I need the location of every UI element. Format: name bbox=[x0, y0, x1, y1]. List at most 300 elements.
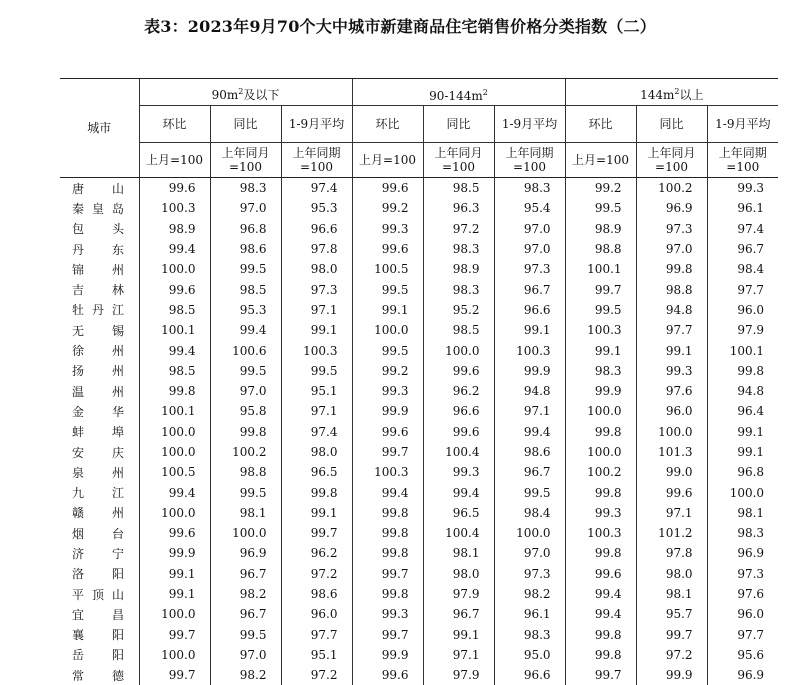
metric-header-yoy: 同比 bbox=[636, 106, 707, 143]
index-value-cell: 96.8 bbox=[707, 462, 778, 482]
index-value-cell: 99.9 bbox=[494, 361, 565, 381]
table-row bbox=[60, 625, 778, 645]
index-value-cell: 99.5 bbox=[210, 482, 281, 502]
index-value-cell: 99.1 bbox=[565, 340, 636, 360]
city-cell bbox=[60, 178, 139, 199]
index-value-cell: 99.8 bbox=[565, 645, 636, 665]
index-value-cell: 99.1 bbox=[423, 625, 494, 645]
index-value-cell: 98.0 bbox=[636, 564, 707, 584]
index-value-cell: 96.2 bbox=[423, 381, 494, 401]
metric-header-avg: 1-9月平均 bbox=[281, 106, 352, 143]
city-name: 徐州 bbox=[72, 342, 124, 359]
index-value-cell: 95.3 bbox=[210, 300, 281, 320]
index-value-cell: 99.5 bbox=[565, 198, 636, 218]
index-value-cell: 98.3 bbox=[565, 361, 636, 381]
index-value-cell: 94.8 bbox=[494, 381, 565, 401]
city-name: 丹东 bbox=[72, 241, 124, 258]
index-value-cell: 98.9 bbox=[423, 259, 494, 279]
index-value-cell: 100.0 bbox=[494, 523, 565, 543]
city-name: 牡丹江 bbox=[72, 301, 124, 318]
index-value-cell: 97.9 bbox=[423, 584, 494, 604]
table-row bbox=[60, 340, 778, 360]
index-value-cell: 99.6 bbox=[423, 361, 494, 381]
metric-header-yoy: 同比 bbox=[210, 106, 281, 143]
base-header-same-period: 上年同期=100 bbox=[707, 143, 778, 178]
index-value-cell: 96.7 bbox=[494, 279, 565, 299]
index-value-cell: 99.1 bbox=[281, 320, 352, 340]
index-value-cell: 99.1 bbox=[139, 564, 210, 584]
index-value-cell: 99.6 bbox=[352, 665, 423, 685]
index-value-cell: 99.2 bbox=[352, 198, 423, 218]
header-row-metrics bbox=[60, 106, 778, 143]
index-value-cell: 96.9 bbox=[210, 543, 281, 563]
index-value-cell: 99.1 bbox=[707, 442, 778, 462]
table-row bbox=[60, 503, 778, 523]
index-value-cell: 96.6 bbox=[281, 219, 352, 239]
index-value-cell: 98.3 bbox=[423, 279, 494, 299]
table-row bbox=[60, 219, 778, 239]
metric-header-avg: 1-9月平均 bbox=[494, 106, 565, 143]
table-row bbox=[60, 584, 778, 604]
index-value-cell: 99.5 bbox=[494, 482, 565, 502]
index-value-cell: 99.4 bbox=[423, 482, 494, 502]
index-value-cell: 96.7 bbox=[707, 239, 778, 259]
city-cell bbox=[60, 503, 139, 523]
index-value-cell: 99.6 bbox=[636, 482, 707, 502]
table-row bbox=[60, 300, 778, 320]
table-row bbox=[60, 381, 778, 401]
city-cell bbox=[60, 584, 139, 604]
index-value-cell: 97.3 bbox=[281, 279, 352, 299]
index-value-cell: 97.3 bbox=[494, 259, 565, 279]
index-value-cell: 97.6 bbox=[707, 584, 778, 604]
city-name: 无锡 bbox=[72, 322, 124, 339]
index-value-cell: 96.8 bbox=[210, 219, 281, 239]
city-cell bbox=[60, 219, 139, 239]
table-row bbox=[60, 543, 778, 563]
metric-header-mom: 环比 bbox=[565, 106, 636, 143]
city-name: 常德 bbox=[72, 667, 124, 684]
index-value-cell: 99.5 bbox=[210, 625, 281, 645]
index-value-cell: 98.1 bbox=[636, 584, 707, 604]
index-value-cell: 99.3 bbox=[352, 604, 423, 624]
index-value-cell: 97.7 bbox=[281, 625, 352, 645]
index-value-cell: 97.2 bbox=[423, 219, 494, 239]
header-row-bases bbox=[60, 143, 778, 178]
index-value-cell: 100.0 bbox=[707, 482, 778, 502]
index-value-cell: 99.9 bbox=[352, 401, 423, 421]
index-value-cell: 98.4 bbox=[494, 503, 565, 523]
city-cell bbox=[60, 259, 139, 279]
index-value-cell: 95.7 bbox=[636, 604, 707, 624]
index-value-cell: 98.2 bbox=[210, 665, 281, 685]
index-value-cell: 94.8 bbox=[636, 300, 707, 320]
index-value-cell: 97.9 bbox=[423, 665, 494, 685]
index-value-cell: 98.6 bbox=[494, 442, 565, 462]
index-value-cell: 98.3 bbox=[707, 523, 778, 543]
group-header-over-144: $144m^2$以上 bbox=[565, 79, 778, 106]
city-cell bbox=[60, 564, 139, 584]
city-name: 赣州 bbox=[72, 504, 124, 521]
index-value-cell: 96.1 bbox=[707, 198, 778, 218]
index-value-cell: 97.4 bbox=[707, 219, 778, 239]
index-value-cell: 99.6 bbox=[139, 523, 210, 543]
city-cell bbox=[60, 401, 139, 421]
index-value-cell: 97.3 bbox=[636, 219, 707, 239]
index-value-cell: 99.8 bbox=[352, 503, 423, 523]
index-value-cell: 100.0 bbox=[139, 259, 210, 279]
index-value-cell: 95.3 bbox=[281, 198, 352, 218]
index-value-cell: 99.7 bbox=[139, 665, 210, 685]
index-value-cell: 100.4 bbox=[423, 442, 494, 462]
index-value-cell: 100.2 bbox=[636, 178, 707, 199]
index-value-cell: 99.4 bbox=[352, 482, 423, 502]
table-row bbox=[60, 422, 778, 442]
index-value-cell: 99.7 bbox=[281, 523, 352, 543]
index-value-cell: 96.5 bbox=[423, 503, 494, 523]
city-name: 安庆 bbox=[72, 444, 124, 461]
city-name: 泉州 bbox=[72, 464, 124, 481]
index-value-cell: 98.8 bbox=[636, 279, 707, 299]
index-value-cell: 97.2 bbox=[281, 665, 352, 685]
index-value-cell: 100.5 bbox=[139, 462, 210, 482]
index-value-cell: 99.6 bbox=[423, 422, 494, 442]
index-value-cell: 95.0 bbox=[494, 645, 565, 665]
index-value-cell: 98.2 bbox=[494, 584, 565, 604]
index-value-cell: 95.6 bbox=[707, 645, 778, 665]
index-value-cell: 96.7 bbox=[494, 462, 565, 482]
index-value-cell: 98.6 bbox=[210, 239, 281, 259]
index-value-cell: 97.1 bbox=[494, 401, 565, 421]
index-value-cell: 98.1 bbox=[707, 503, 778, 523]
index-value-cell: 99.3 bbox=[636, 361, 707, 381]
index-value-cell: 100.0 bbox=[636, 422, 707, 442]
index-value-cell: 99.8 bbox=[139, 381, 210, 401]
index-value-cell: 99.6 bbox=[139, 178, 210, 199]
index-value-cell: 100.2 bbox=[210, 442, 281, 462]
index-value-cell: 99.7 bbox=[636, 625, 707, 645]
index-value-cell: 100.0 bbox=[565, 401, 636, 421]
index-value-cell: 99.5 bbox=[210, 259, 281, 279]
group-header-under-90: $90m^2$及以下 bbox=[139, 79, 352, 106]
index-value-cell: 98.1 bbox=[423, 543, 494, 563]
index-value-cell: 100.4 bbox=[423, 523, 494, 543]
index-value-cell: 96.4 bbox=[707, 401, 778, 421]
base-header-prev-month: 上月=100 bbox=[139, 143, 210, 178]
index-value-cell: 99.0 bbox=[636, 462, 707, 482]
index-value-cell: 99.6 bbox=[139, 279, 210, 299]
index-value-cell: 99.6 bbox=[352, 178, 423, 199]
index-value-cell: 98.8 bbox=[565, 239, 636, 259]
city-name: 九江 bbox=[72, 484, 124, 501]
index-value-cell: 99.4 bbox=[139, 239, 210, 259]
city-cell bbox=[60, 320, 139, 340]
index-value-cell: 98.0 bbox=[423, 564, 494, 584]
index-value-cell: 98.8 bbox=[210, 462, 281, 482]
index-value-cell: 97.1 bbox=[423, 645, 494, 665]
index-value-cell: 100.0 bbox=[210, 523, 281, 543]
city-column-header: 城市 bbox=[60, 79, 139, 178]
index-value-cell: 99.1 bbox=[352, 300, 423, 320]
index-value-cell: 98.5 bbox=[210, 279, 281, 299]
city-name: 宜昌 bbox=[72, 606, 124, 623]
index-value-cell: 97.7 bbox=[636, 320, 707, 340]
index-value-cell: 96.2 bbox=[281, 543, 352, 563]
table-row bbox=[60, 665, 778, 685]
city-cell bbox=[60, 543, 139, 563]
city-cell bbox=[60, 625, 139, 645]
base-header-prev-month: 上月=100 bbox=[352, 143, 423, 178]
index-value-cell: 98.0 bbox=[281, 259, 352, 279]
table-title: 表3：2023年9月70个大中城市新建商品住宅销售价格分类指数（二） bbox=[0, 14, 800, 37]
index-value-cell: 96.6 bbox=[423, 401, 494, 421]
index-value-cell: 98.3 bbox=[423, 239, 494, 259]
index-value-cell: 97.3 bbox=[707, 564, 778, 584]
index-value-cell: 100.0 bbox=[352, 320, 423, 340]
index-value-cell: 99.5 bbox=[352, 279, 423, 299]
city-name: 扬州 bbox=[72, 362, 124, 379]
index-value-cell: 100.1 bbox=[139, 320, 210, 340]
index-value-cell: 97.2 bbox=[636, 645, 707, 665]
index-value-cell: 100.0 bbox=[423, 340, 494, 360]
index-value-cell: 100.0 bbox=[139, 503, 210, 523]
index-value-cell: 96.9 bbox=[707, 665, 778, 685]
index-value-cell: 99.8 bbox=[352, 523, 423, 543]
city-cell bbox=[60, 361, 139, 381]
index-value-cell: 96.9 bbox=[636, 198, 707, 218]
index-value-cell: 98.5 bbox=[423, 178, 494, 199]
index-value-cell: 99.1 bbox=[707, 422, 778, 442]
base-header-same-month: 上年同月=100 bbox=[210, 143, 281, 178]
index-value-cell: 99.7 bbox=[352, 625, 423, 645]
index-value-cell: 99.3 bbox=[423, 462, 494, 482]
index-value-cell: 98.5 bbox=[139, 361, 210, 381]
index-value-cell: 99.1 bbox=[636, 340, 707, 360]
index-value-cell: 99.9 bbox=[139, 543, 210, 563]
city-name: 洛阳 bbox=[72, 565, 124, 582]
index-value-cell: 97.0 bbox=[494, 239, 565, 259]
city-name: 金华 bbox=[72, 403, 124, 420]
index-value-cell: 99.6 bbox=[352, 239, 423, 259]
city-cell bbox=[60, 442, 139, 462]
index-value-cell: 97.2 bbox=[281, 564, 352, 584]
city-name: 襄阳 bbox=[72, 626, 124, 643]
index-value-cell: 99.8 bbox=[565, 625, 636, 645]
index-value-cell: 99.9 bbox=[352, 645, 423, 665]
index-value-cell: 98.5 bbox=[423, 320, 494, 340]
index-value-cell: 98.3 bbox=[494, 178, 565, 199]
city-name: 唐山 bbox=[72, 180, 124, 197]
index-value-cell: 96.7 bbox=[210, 604, 281, 624]
base-header-same-period: 上年同期=100 bbox=[281, 143, 352, 178]
index-value-cell: 100.5 bbox=[352, 259, 423, 279]
index-value-cell: 99.7 bbox=[565, 665, 636, 685]
index-value-cell: 96.9 bbox=[707, 543, 778, 563]
index-value-cell: 99.7 bbox=[139, 625, 210, 645]
table-row bbox=[60, 259, 778, 279]
index-value-cell: 99.7 bbox=[565, 279, 636, 299]
index-value-cell: 96.1 bbox=[494, 604, 565, 624]
index-value-cell: 98.2 bbox=[210, 584, 281, 604]
index-value-cell: 97.0 bbox=[636, 239, 707, 259]
city-cell bbox=[60, 279, 139, 299]
index-value-cell: 99.3 bbox=[707, 178, 778, 199]
base-header-same-period: 上年同期=100 bbox=[494, 143, 565, 178]
index-value-cell: 95.8 bbox=[210, 401, 281, 421]
index-value-cell: 99.8 bbox=[565, 482, 636, 502]
index-value-cell: 97.0 bbox=[210, 645, 281, 665]
index-value-cell: 97.7 bbox=[707, 279, 778, 299]
index-value-cell: 100.1 bbox=[707, 340, 778, 360]
index-value-cell: 98.6 bbox=[281, 584, 352, 604]
index-value-cell: 99.7 bbox=[352, 564, 423, 584]
city-cell bbox=[60, 300, 139, 320]
index-value-cell: 101.3 bbox=[636, 442, 707, 462]
city-cell bbox=[60, 239, 139, 259]
group-header-90-144: $90-144m^2$ bbox=[352, 79, 565, 106]
index-value-cell: 95.1 bbox=[281, 381, 352, 401]
index-value-cell: 99.5 bbox=[210, 361, 281, 381]
index-value-cell: 99.5 bbox=[565, 300, 636, 320]
table-row bbox=[60, 401, 778, 421]
index-value-cell: 100.0 bbox=[139, 422, 210, 442]
metric-header-yoy: 同比 bbox=[423, 106, 494, 143]
index-value-cell: 96.0 bbox=[707, 604, 778, 624]
price-index-table bbox=[60, 78, 778, 685]
index-value-cell: 99.2 bbox=[565, 178, 636, 199]
index-value-cell: 100.6 bbox=[210, 340, 281, 360]
index-value-cell: 101.2 bbox=[636, 523, 707, 543]
index-value-cell: 99.4 bbox=[210, 320, 281, 340]
index-value-cell: 95.2 bbox=[423, 300, 494, 320]
index-value-cell: 99.8 bbox=[281, 482, 352, 502]
table-row bbox=[60, 645, 778, 665]
index-value-cell: 96.0 bbox=[636, 401, 707, 421]
index-value-cell: 99.2 bbox=[352, 361, 423, 381]
metric-header-mom: 环比 bbox=[352, 106, 423, 143]
index-value-cell: 98.1 bbox=[210, 503, 281, 523]
index-value-cell: 97.1 bbox=[281, 300, 352, 320]
index-value-cell: 100.3 bbox=[139, 198, 210, 218]
city-cell bbox=[60, 665, 139, 685]
index-value-cell: 95.1 bbox=[281, 645, 352, 665]
header-row-groups bbox=[60, 79, 778, 106]
index-value-cell: 98.4 bbox=[707, 259, 778, 279]
city-name: 秦皇岛 bbox=[72, 200, 124, 217]
index-value-cell: 97.7 bbox=[707, 625, 778, 645]
index-value-cell: 100.0 bbox=[139, 604, 210, 624]
index-value-cell: 99.9 bbox=[636, 665, 707, 685]
index-value-cell: 96.6 bbox=[494, 665, 565, 685]
index-value-cell: 99.3 bbox=[352, 219, 423, 239]
table-row bbox=[60, 320, 778, 340]
city-name: 蚌埠 bbox=[72, 423, 124, 440]
index-value-cell: 99.1 bbox=[494, 320, 565, 340]
table-row bbox=[60, 198, 778, 218]
city-name: 包头 bbox=[72, 220, 124, 237]
city-cell bbox=[60, 482, 139, 502]
index-value-cell: 100.1 bbox=[565, 259, 636, 279]
index-value-cell: 97.0 bbox=[210, 381, 281, 401]
index-value-cell: 99.8 bbox=[565, 422, 636, 442]
city-name: 温州 bbox=[72, 383, 124, 400]
index-value-cell: 97.4 bbox=[281, 422, 352, 442]
table-row bbox=[60, 442, 778, 462]
city-name: 济宁 bbox=[72, 545, 124, 562]
index-value-cell: 97.3 bbox=[494, 564, 565, 584]
table-row bbox=[60, 361, 778, 381]
index-value-cell: 99.4 bbox=[139, 482, 210, 502]
index-value-cell: 100.0 bbox=[565, 442, 636, 462]
index-value-cell: 100.3 bbox=[281, 340, 352, 360]
index-value-cell: 97.8 bbox=[281, 239, 352, 259]
index-value-cell: 99.4 bbox=[139, 340, 210, 360]
metric-header-avg: 1-9月平均 bbox=[707, 106, 778, 143]
metric-header-mom: 环比 bbox=[139, 106, 210, 143]
base-header-same-month: 上年同月=100 bbox=[423, 143, 494, 178]
index-value-cell: 99.8 bbox=[352, 543, 423, 563]
city-cell bbox=[60, 523, 139, 543]
index-value-cell: 100.0 bbox=[139, 442, 210, 462]
index-value-cell: 99.8 bbox=[352, 584, 423, 604]
city-name: 吉林 bbox=[72, 281, 124, 298]
index-value-cell: 99.1 bbox=[139, 584, 210, 604]
index-value-cell: 99.6 bbox=[565, 564, 636, 584]
city-cell bbox=[60, 462, 139, 482]
index-value-cell: 97.0 bbox=[210, 198, 281, 218]
city-cell bbox=[60, 645, 139, 665]
city-name: 烟台 bbox=[72, 525, 124, 542]
index-value-cell: 98.3 bbox=[210, 178, 281, 199]
index-value-cell: 99.4 bbox=[494, 422, 565, 442]
table-row bbox=[60, 482, 778, 502]
index-value-cell: 97.4 bbox=[281, 178, 352, 199]
index-value-cell: 96.5 bbox=[281, 462, 352, 482]
index-value-cell: 98.5 bbox=[139, 300, 210, 320]
index-value-cell: 97.0 bbox=[494, 543, 565, 563]
index-value-cell: 96.7 bbox=[423, 604, 494, 624]
index-value-cell: 97.1 bbox=[281, 401, 352, 421]
index-value-cell: 98.9 bbox=[139, 219, 210, 239]
index-value-cell: 100.3 bbox=[565, 320, 636, 340]
city-cell bbox=[60, 198, 139, 218]
index-value-cell: 97.0 bbox=[494, 219, 565, 239]
index-value-cell: 100.3 bbox=[352, 462, 423, 482]
index-value-cell: 100.3 bbox=[565, 523, 636, 543]
index-value-cell: 96.7 bbox=[210, 564, 281, 584]
index-value-cell: 99.5 bbox=[352, 340, 423, 360]
index-value-cell: 99.4 bbox=[565, 584, 636, 604]
index-value-cell: 99.5 bbox=[281, 361, 352, 381]
index-value-cell: 99.8 bbox=[210, 422, 281, 442]
index-value-cell: 99.1 bbox=[281, 503, 352, 523]
index-value-cell: 99.6 bbox=[352, 422, 423, 442]
index-value-cell: 96.0 bbox=[707, 300, 778, 320]
table-row bbox=[60, 523, 778, 543]
table-row bbox=[60, 604, 778, 624]
index-value-cell: 99.3 bbox=[565, 503, 636, 523]
city-name: 锦州 bbox=[72, 261, 124, 278]
table-row bbox=[60, 279, 778, 299]
index-value-cell: 99.9 bbox=[565, 381, 636, 401]
city-name: 岳阳 bbox=[72, 646, 124, 663]
index-value-cell: 99.7 bbox=[352, 442, 423, 462]
index-value-cell: 97.6 bbox=[636, 381, 707, 401]
index-value-cell: 96.0 bbox=[281, 604, 352, 624]
table-row bbox=[60, 178, 778, 199]
city-cell bbox=[60, 381, 139, 401]
index-value-cell: 99.8 bbox=[636, 259, 707, 279]
